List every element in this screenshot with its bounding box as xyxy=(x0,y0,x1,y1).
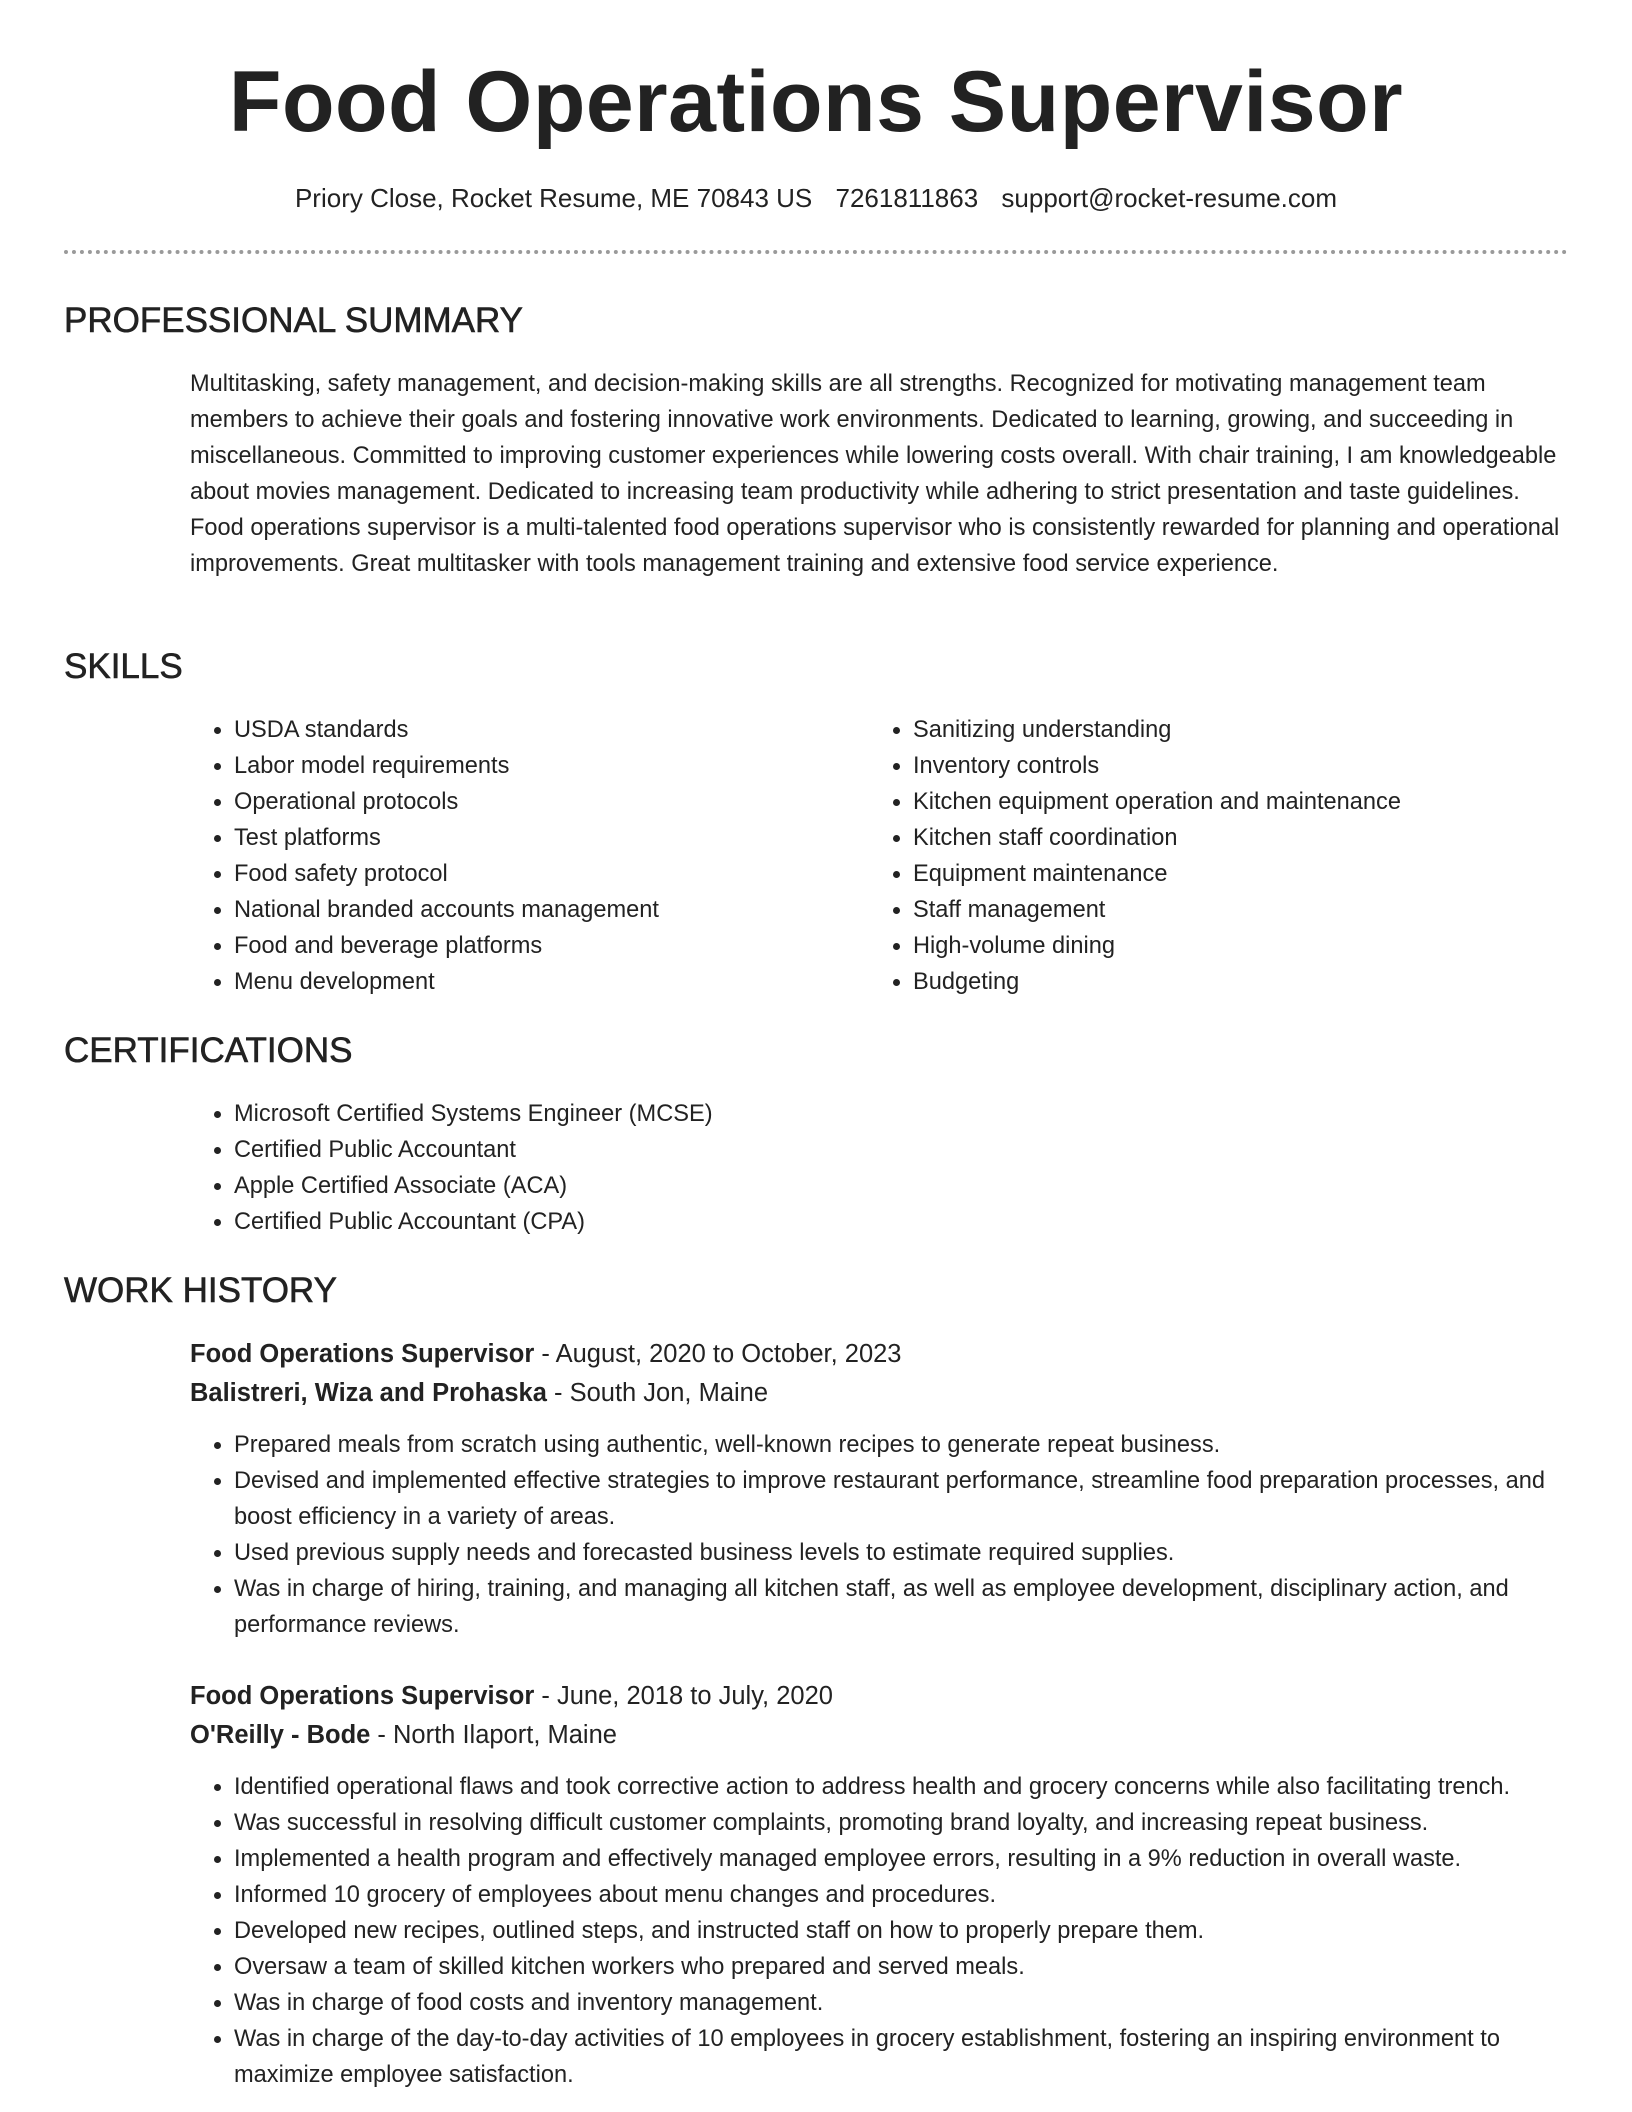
certification-item: • Apple Certified Associate (ACA) xyxy=(234,1168,1090,1204)
skill-item: • Kitchen staff coordination xyxy=(913,820,1569,856)
job-company-line xyxy=(190,1374,1570,1413)
skill-item: • Staff management xyxy=(913,892,1569,928)
contact-line xyxy=(0,180,1632,216)
skill-item: • High-volume dining xyxy=(913,928,1569,964)
job-title-line xyxy=(190,1335,1570,1374)
job-duty: • Implemented a health program and effectively managed employee errors, resulting in a 9% reduction in overall waste. xyxy=(234,1841,1570,1877)
job-location: - North Ilaport, Maine xyxy=(370,1721,617,1749)
job-duty: • Devised and implemented effective strategies to improve restaurant performance, streamline food preparation processes, and boost efficiency in a variety of areas. xyxy=(234,1463,1570,1535)
skill-item: • Food and beverage platforms xyxy=(234,928,830,964)
job-company: O'Reilly - Bode xyxy=(190,1721,371,1749)
skill-item: • Labor model requirements xyxy=(234,748,830,784)
skill-item: • Food safety protocol xyxy=(234,856,830,892)
job-dates: - June, 2018 to July, 2020 xyxy=(534,1682,833,1710)
job-duty: • Was in charge of food costs and inventory management. xyxy=(234,1985,1570,2021)
job-duty: • Oversaw a team of skilled kitchen workers who prepared and served meals. xyxy=(234,1949,1570,1985)
summary-heading: PROFESSIONAL SUMMARY xyxy=(64,301,523,340)
certification-item: • Microsoft Certified Systems Engineer (MCSE) xyxy=(234,1096,1090,1132)
job-dates: - August, 2020 to October, 2023 xyxy=(534,1340,902,1368)
job-company: Balistreri, Wiza and Prohaska xyxy=(190,1379,547,1407)
job-title-line xyxy=(190,1677,1570,1716)
skill-item: • Operational protocols xyxy=(234,784,830,820)
skill-item: • Kitchen equipment operation and maintenance xyxy=(913,784,1569,820)
job-entry xyxy=(190,1335,1570,1643)
certifications-list xyxy=(190,1096,1090,1240)
skill-item: • USDA standards xyxy=(234,712,830,748)
job-title: Food Operations Supervisor xyxy=(190,1682,535,1710)
work-history-heading: WORK HISTORY xyxy=(64,1271,337,1310)
header-divider xyxy=(64,250,1568,254)
skill-item: • Test platforms xyxy=(234,820,830,856)
job-duty: • Was in charge of the day-to-day activities of 10 employees in grocery establishment, fostering an inspiring environment to maximize employee satisfaction. xyxy=(234,2021,1570,2093)
skill-item: • National branded accounts management xyxy=(234,892,830,928)
contact-phone: 7261811863 xyxy=(835,183,979,213)
skill-item: • Equipment maintenance xyxy=(913,856,1569,892)
job-company-line xyxy=(190,1716,1570,1755)
job-duty: • Identified operational flaws and took corrective action to address health and grocery concerns while also facilitating trench. xyxy=(234,1769,1570,1805)
contact-email[interactable]: support@rocket-resume.com xyxy=(1001,183,1338,213)
skill-item: • Menu development xyxy=(234,964,830,1000)
certification-item: • Certified Public Accountant xyxy=(234,1132,1090,1168)
certification-item: • Certified Public Accountant (CPA) xyxy=(234,1204,1090,1240)
job-duty: • Developed new recipes, outlined steps, and instructed staff on how to properly prepare them. xyxy=(234,1913,1570,1949)
skills-list-right xyxy=(869,712,1569,1000)
contact-address: Priory Close, Rocket Resume, ME 70843 US xyxy=(294,183,813,213)
job-entry xyxy=(190,1677,1570,2093)
job-location: - South Jon, Maine xyxy=(546,1379,769,1407)
job-duty: • Was successful in resolving difficult customer complaints, promoting brand loyalty, and increasing repeat business. xyxy=(234,1805,1570,1841)
skill-item: • Inventory controls xyxy=(913,748,1569,784)
job-title: Food Operations Supervisor xyxy=(190,1340,535,1368)
candidate-name: Food Operations Supervisor xyxy=(228,54,1404,150)
skills-heading: SKILLS xyxy=(64,647,183,686)
job-duty: • Prepared meals from scratch using authentic, well-known recipes to generate repeat business. xyxy=(234,1427,1570,1463)
certifications-heading: CERTIFICATIONS xyxy=(64,1031,353,1070)
summary-text: Multitasking, safety management, and decision-making skills are all strengths. Recognized for motivating management team members to achieve their goals and fostering innovative work environments. Dedicated to learning, growing, and succeeding in miscellaneous. Committed to improving customer experiences while lowering costs overall. With chair training, I am knowledgeable about movies management. Dedicated to increasing team productivity while adhering to strict presentation and taste guidelines. Food operations supervisor is a multi-talented food operations supervisor who is consistently rewarded for planning and operational improvements. Great multitasker with tools management training and extensive food service experience. xyxy=(190,371,1560,577)
skills-list-left xyxy=(190,712,830,1000)
job-duty: • Used previous supply needs and forecasted business levels to estimate required supplies. xyxy=(234,1535,1570,1571)
job-duty: • Was in charge of hiring, training, and managing all kitchen staff, as well as employee development, disciplinary action, and performance reviews. xyxy=(234,1571,1570,1643)
job-duty: • Informed 10 grocery of employees about menu changes and procedures. xyxy=(234,1877,1570,1913)
job-duties-list xyxy=(190,1769,1570,2093)
skill-item: • Budgeting xyxy=(913,964,1569,1000)
job-duties-list xyxy=(190,1427,1570,1643)
skill-item: • Sanitizing understanding xyxy=(913,712,1569,748)
